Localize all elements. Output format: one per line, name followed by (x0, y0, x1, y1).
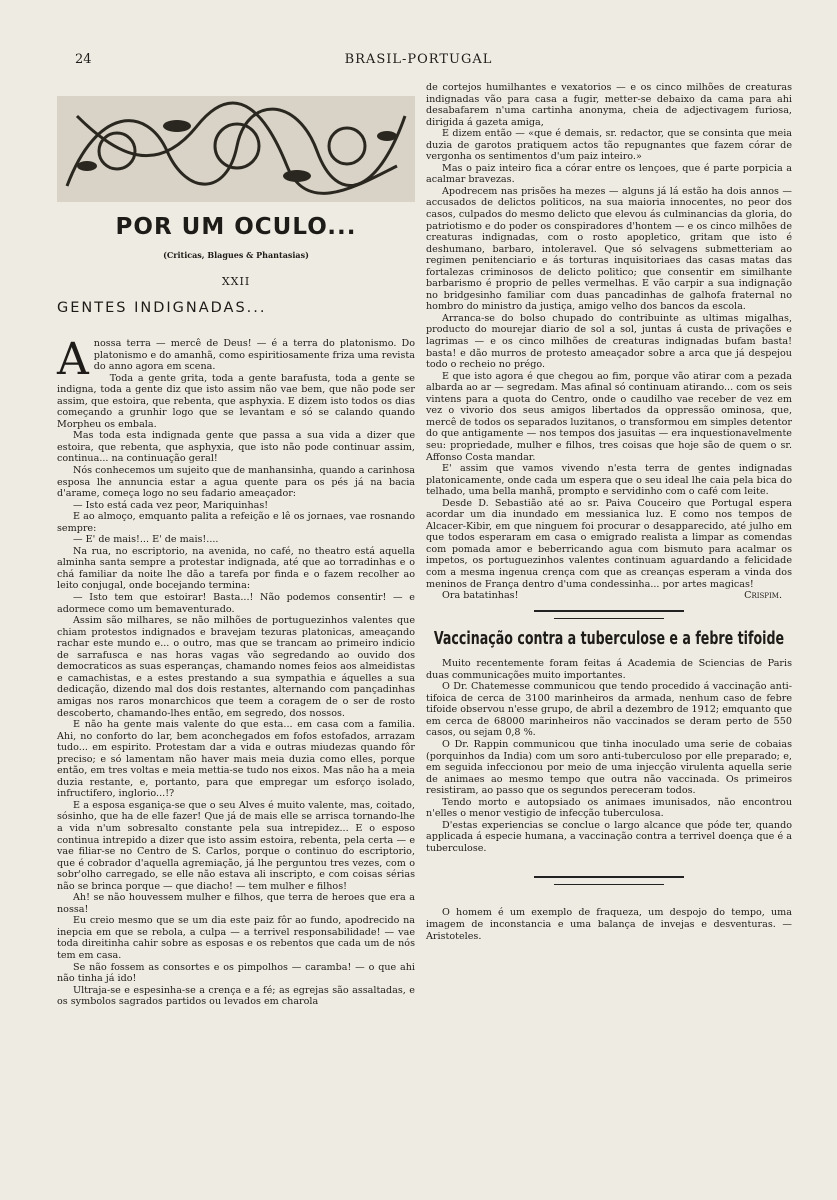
paragraph: Se não fossem as consortes e os pimpolhos — caramba! — o que ahi não tinha já ido! (57, 961, 415, 985)
paragraph: Toda a gente grita, toda a gente barafusta, toda a gente se indigna, toda a gente diz que isto assim não vae bem, que não pode ser assim, que estoira, que rebenta, que asphyxia. E dizem isto todos os dias começando a grunhir logo que se levantam e só se calando quando Morpheu os embala. (57, 372, 415, 430)
magazine-title: BRASIL-PORTUGAL (344, 52, 493, 67)
right-column (426, 82, 792, 942)
paragraph: Tendo morto e autopsiado os animaes imunisados, não encontrou n'elles o menor vestigio de infecção tuberculosa. (426, 796, 792, 820)
paragraph: Mas toda esta indignada gente que passa a sua vida a dizer que estoira, que rebenta, que asphyxia, que isto não pode continuar assim, continua... na continuação geral! (57, 430, 415, 465)
paragraph: — Isto está cada vez peor, Mariquinhas! (73, 499, 269, 511)
quote: O homem é um exemplo de fraqueza, um despojo do tempo, uma imagem de inconstancia e uma balança de invejas e desventuras. — Aristoteles. (426, 907, 792, 942)
author-signature: Crispim. (744, 590, 782, 602)
paragraph: O Dr. Rappin communicou que tinha inoculado uma serie de cobaias (porquinhos da India) com um soro anti-tuberculoso por elle preparado; e, em seguida infeccionou por meio de uma injecção virulenta aquella serie de animaes ao mesmo tempo que outra não vaccinada. Os primeiros resistiram, ao passo que os segundos pereceram todos. (426, 738, 792, 797)
paragraph: Eu creio mesmo que se um dia este paiz fôr ao fundo, apodrecido na inepcia em que se rebola, a culpa — a terrivel responsabilidade! — vae toda direitinha cahir sobre as esposas e os rebentos que cada um de nós tem em casa. (57, 915, 415, 961)
divider (554, 884, 664, 885)
paragraph: Assim são milhares, se não milhões de portuguezinhos valentes que chiam protestos indignados e bravejam tezuras platonicas, ameaçando rachar este mundo e... o outro, mas que se trancam ao primeiro indicio de sarrafusca e nas horas vagas vão segredando ao ouvido dos democraticos as suas esperanças, chamando nomes feios aos almeidistas e camachistas, e a estes prestando a sua sympathia e áquelles a sua dedicação, dizendo mal dos dois restantes, alternando com pançadinhas amigas nos raros monarchicos que teem a coragem de o ser de rosto descoberto, chamando-lhes então, em segredo, dos nossos. (57, 615, 415, 719)
section-heading: GENTES INDIGNADAS... (57, 300, 267, 316)
paragraph: — E' de mais!... E' de mais!.... (73, 534, 219, 546)
paragraph: — Isto tem que estoirar! Basta...! Não podemos consentir! — e adormece como um bemaventurado. (57, 592, 415, 615)
article-title: POR UM OCULO... (115, 214, 357, 240)
closing-text: Ora batatinhas! (442, 590, 519, 602)
paragraph: O Dr. Chatemesse communicou que tendo procedido á vaccinação anti-tifoica de cerca de 3100 marinheiros da armada, nenhum caso de febre tifoide observou n'esse grupo, de abril a dezembro de 1912; emquanto que em cerca de 68000 marinheiros não vaccinados se deram perto de 550 casos, ou sejam 0,8 %. (426, 681, 792, 739)
paragraph: E' assim que vamos vivendo n'esta terra de gentes indignadas platonicamente, onde cada um espera que o seu ideal lhe caia pela bica do telhado, uma bella manhã, prompto e servidinho com o café com leite. (426, 463, 792, 498)
left-column (57, 334, 415, 1008)
article-title-vaccination: Vaccinação contra a tuberculose e a febre tifoide (433, 627, 785, 649)
ornament-header-image (57, 96, 415, 202)
paragraph: Muito recentemente foram feitas á Academia de Sciencias de Paris duas communicações muito importantes. (426, 658, 792, 681)
paragraph: E dizem então — «que é demais, sr. redactor, que se consinta que meia duzia de garotos pratiquem actos tão repugnantes que fazem córar de vergonha os sentimentos d'um paiz inteiro.» (426, 128, 792, 163)
paragraph: Nós conhecemos um sujeito que de manhansinha, quando a carinhosa esposa lhe annuncia estar a agua quente para os pés já na bacia d'arame, começa logo no seu fadario ameaçador: (57, 465, 415, 500)
paragraph: Desde D. Sebastião até ao sr. Paiva Couceiro que Portugal espera acordar um dia inundado em messianica luz. E como nos tempos de Alcacer-Kibir, em que ninguem foi procurar o desapparecido, até julho em que todos esperaram em casa o emigrado realista a limpar as comendas com pomada amor e beberricando agua com bismuto para acalmar os impetos, os portuguezinhos valentes continuam aguardando a felicidade com a mesma ingenua crença com que as creanças esperam a vinda dos meninos de França dentro d'uma condessinha... por artes magicas! (426, 497, 792, 590)
paragraph: Apodrecem nas prisões ha mezes — alguns já lá estão ha dois annos — accusados de delictos politicos, na sua maioria innocentes, no peor dos casos, culpados do mesmo delicto que elevou ás culminancias da gloria, do patriotismo e do poder os conspiradores d'hontem — e os cinco milhões de creaturas indignadas, com o rosto apopletico, gritam que isto é deshumano, barbaro, intoleravel. Que só selvagens submetteriam ao regimen penitenciario e ás torturas inquisitoriaes das casas matas das fortalezas criminosos de delicto politico; que consentir em similhante barbarismo é proprio de pelles vermelhas. E vão carpir a sua indignação no bridgesinho familiar com duas pancadinhas de galhofa fraternal no hombro do ministro da justiça, amigo velho dos bancos da escola. (426, 185, 792, 313)
paragraph: de cortejos humilhantes e vexatorios — e os cinco milhões de creaturas indignadas vão para casa a fugir, metter-se debaixo da cama para ahi desabafarem n'uma cartinha anonyma, cheia de adjectivagem furiosa, dirigida á gazeta amiga, (426, 82, 792, 128)
paragraph: Na rua, no escriptorio, na avenida, no café, no theatro está aquella alminha santa sempre a protestar indignada, até que ao torradinhas e o chá familiar da noite lhe dão a tarefa por finda e o fazem recolher ao leito conjugal, onde bocejando termina: (57, 545, 415, 592)
drop-cap: A (57, 334, 89, 385)
paragraph: D'estas experiencias se conclue o largo alcance que póde ter, quando applicada á especie humana, a vaccinação contra a terrivel doença que é a tuberculose. (426, 819, 792, 854)
signature-line (426, 590, 792, 602)
paragraph: E que isto agora é que chegou ao fim, porque vão atirar com a pezada albarda ao ar — segredam. Mas afinal só continuam atirando... com os seis vintens para a quota do Centro, onde o caudilho vae receber de vez em vez o vivorio dos seus amigos libertados da oppressão ominosa, que, mercê de todos os separados luzitanos, o transformou em simples detentor do que antigamente — nos tempos dos jasuitas — era inquestionavelmente seu: propriedade, mulher e filhos, tres coisas que hoje são de quem o sr. Affonso Costa mandar. (426, 370, 792, 463)
paragraph: Mas o paiz inteiro fica a córar entre os lençoes, que é parte porpicia a acalmar bravezas. (426, 162, 792, 186)
paragraph: Arranca-se do bolso chupado do contribuinte as ultimas migalhas, producto do mourejar diario de sol a sol, juntas á custa de privações e lagrimas — e os cinco milhões de creaturas indignadas bufam basta! basta! e dão murros de protesto ameaçador sobre a arca que já despejou todo o recheio no prégo. (426, 312, 792, 371)
paragraph: Anossa terra — mercê de Deus! — é a terra do platonismo. Do platonismo e do amanhã, como espiritiosamente friza uma revista do anno agora em scena. (57, 334, 415, 385)
article-number: XXII (221, 275, 251, 288)
article-subtitle: (Criticas, Blagues & Phantasias) (163, 250, 309, 260)
divider (554, 618, 664, 619)
paragraph: Ultraja-se e espesinha-se a crença e a fé; as egrejas são assaltadas, e os symbolos sagrados partidos ou levados em charola (57, 984, 415, 1008)
paragraph: E ao almoço, emquanto palita a refeição e lê os jornaes, vae rosnando sempre: (57, 511, 415, 534)
paragraph: Ah! se não houvessem mulher e filhos, que terra de heroes que era a nossa! (57, 892, 415, 915)
paragraph: E não ha gente mais valente do que esta... em casa com a familia. Ahi, no conforto do lar, bem aconchegados em fofos estofados, arrazam tudo... em espirito. Protestam dar a vida e outras miudezas quando fôr preciso; e só lamentam não haver mais meia duzia como elles, porque então, em tres voltas e meia mettia-se tudo nos eixos. Mas não ha a meia duzia restante, e, portanto, para que empregar um esforço isolado, infructifero, inglorio...!? (57, 719, 415, 800)
paragraph: E a esposa esganiça-se que o seu Alves é muito valente, mas, coitado, sósinho, que ha de elle fazer! Que já de mais elle se arrisca tornando-lhe a vida n'um sobresalto constante pela sua intrepidez... E o esposo continua intrepido a dizer que isto assim estoira, rebenta, pela certa — e vae filiar-se no Centro de S. Carlos, porque o continuo do escriptorio, que é cobrador d'aquella agremiação, já lhe perguntou tres vezes, com o sobr'olho carregado, se elle não estava ali inscripto, e com coisas sérias não se brinca porque — que diacho! — tem mulher e filhos! (57, 799, 415, 892)
page-number: 24 (75, 52, 92, 67)
divider (534, 876, 684, 878)
divider (534, 610, 684, 612)
